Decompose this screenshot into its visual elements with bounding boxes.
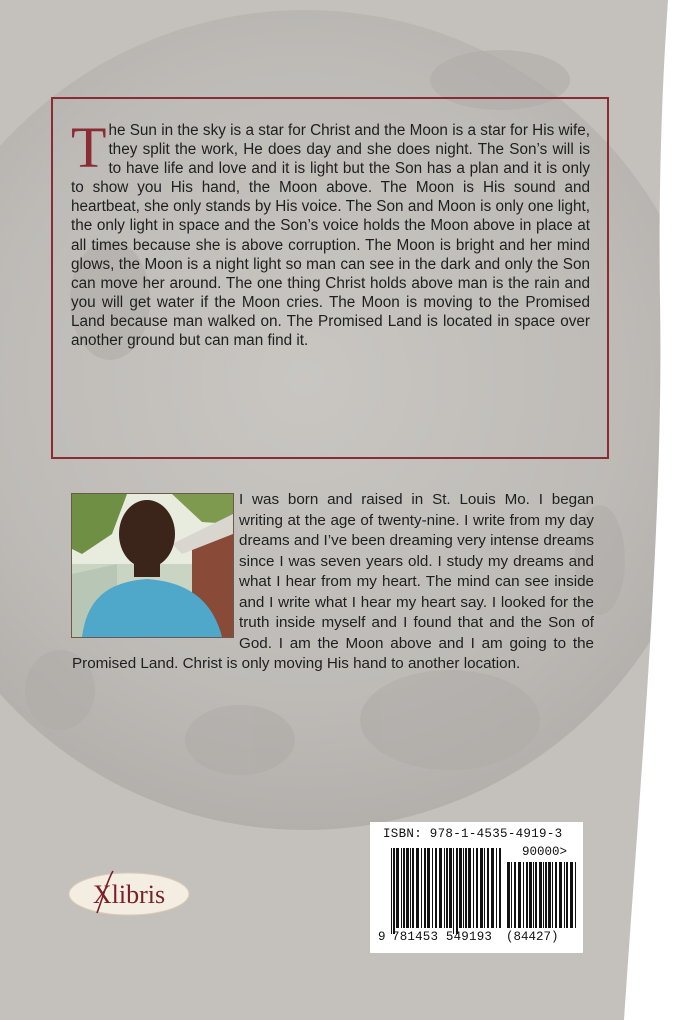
isbn-label: ISBN: 978-1-4535-4919-3 xyxy=(383,827,563,841)
barcode-first-digit: 9 xyxy=(378,930,386,944)
price-code: 90000> xyxy=(522,845,568,859)
addon-barcode-bars xyxy=(507,862,576,928)
synopsis-body: he Sun in the sky is a star for Christ and the Moon is a star for His wife, they split the work, He does day and she does night. The Son’s will is to have life and love and it is light but the Son has a plan and it is only to show you His hand, the Moon above. The Moon is His sound and heartbeat, she only stands by His voice. The Son and Moon is only one light, the only light in space and the Son’s voice holds the Moon above in place at all times because she is above corruption. The Moon is bright and her mind glows, the Moon is a night light so man can see in the dark and only the Son can move her around. The one thing Christ holds above man is the rain and you will get water if the Moon cries. The Moon is moving to the Promised Land because man walked on. The Promised Land is located in space over another ground but can man find it. xyxy=(71,122,590,350)
xlibris-logo xyxy=(67,867,193,919)
barcode-digits: 781453 549193 xyxy=(392,930,493,944)
barcode-bars xyxy=(391,848,501,934)
author-bio xyxy=(72,490,594,675)
author-bio-body: I was born and raised in St. Louis Mo. I began writing at the age of twenty-nine. I write from my day dreams and I’ve been dreaming very intense dreams since I was seven years old. I study my dreams and what I hear from my heart. The mind can see inside and I write what I hear my heart say. I looked for the truth inside myself and I found that and the Son of God. I am the Moon above and I am going to the Promised Land. Christ is only moving His hand to another location. xyxy=(72,491,594,672)
logo-wordmark: Xlibris xyxy=(92,880,166,909)
synopsis-box xyxy=(51,97,609,459)
synopsis-text xyxy=(71,115,590,350)
barcode-addon-digits: (84427) xyxy=(506,930,559,944)
drop-cap: T xyxy=(71,115,107,180)
isbn-barcode xyxy=(370,822,583,953)
photo-float-spacer xyxy=(72,490,239,636)
